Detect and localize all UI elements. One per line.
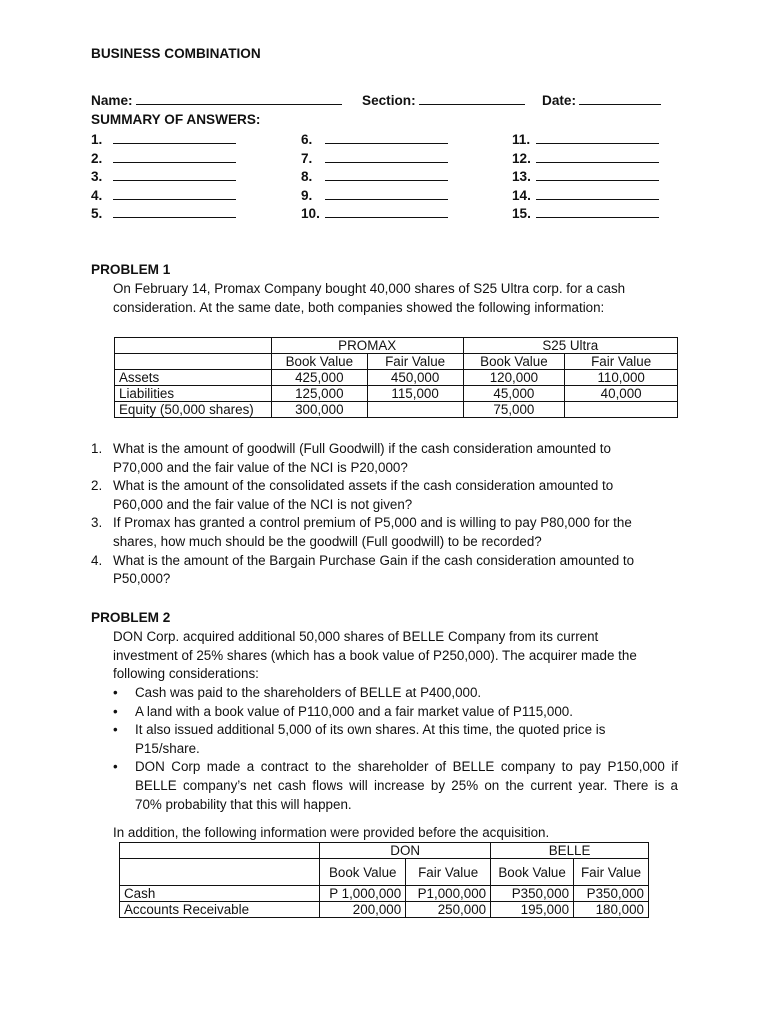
answer-number: 1. bbox=[91, 132, 103, 147]
answer-blank-line[interactable] bbox=[325, 149, 448, 163]
answer-number: 13. bbox=[512, 169, 531, 184]
answer-field[interactable] bbox=[301, 130, 448, 148]
summary-label: SUMMARY OF ANSWERS: bbox=[91, 112, 261, 127]
row-label: Liabilities bbox=[115, 386, 272, 402]
answer-number: 9. bbox=[301, 187, 313, 203]
table-cell: P 1,000,000 bbox=[320, 886, 406, 902]
question-text: P70,000 and the fair value of the NCI is P20,000? bbox=[113, 459, 408, 475]
table-header: Book Value bbox=[271, 354, 367, 370]
answer-field[interactable] bbox=[91, 204, 236, 222]
table-cell: P1,000,000 bbox=[406, 886, 491, 902]
table-header-company: DON bbox=[320, 843, 491, 859]
question-item bbox=[91, 440, 681, 477]
date-field[interactable] bbox=[542, 92, 661, 108]
answer-blank-line[interactable] bbox=[325, 130, 448, 144]
problem1-table bbox=[114, 337, 678, 418]
section-field[interactable] bbox=[362, 92, 525, 108]
answer-field[interactable] bbox=[512, 149, 659, 167]
answer-number: 8. bbox=[301, 169, 313, 184]
table-cell: 120,000 bbox=[463, 370, 565, 386]
table-cell bbox=[120, 859, 320, 886]
question-text: What is the amount of goodwill (Full Goodwill) if the cash consideration amounted to bbox=[113, 441, 611, 456]
table-header-company: PROMAX bbox=[271, 338, 463, 354]
bullet-icon: • bbox=[113, 722, 118, 738]
answer-blank-line[interactable] bbox=[536, 204, 659, 218]
question-item bbox=[91, 552, 681, 589]
row-label: Accounts Receivable bbox=[120, 902, 320, 918]
problem2-title: PROBLEM 2 bbox=[91, 610, 171, 625]
table-cell bbox=[367, 402, 463, 418]
table-header: Fair Value bbox=[406, 859, 491, 886]
problem1-intro-line: On February 14, Promax Company bought 40,000 shares of S25 Ultra corp. for a cash bbox=[113, 281, 626, 296]
bullet-icon: • bbox=[113, 759, 118, 775]
answer-blank-line[interactable] bbox=[113, 167, 236, 181]
name-label: Name: bbox=[91, 93, 133, 108]
problem1-intro-line: consideration. At the same date, both companies showed the following information: bbox=[113, 299, 605, 315]
answer-blank-line[interactable] bbox=[536, 130, 659, 144]
answer-number: 2. bbox=[91, 150, 103, 166]
table-cell: P350,000 bbox=[491, 886, 574, 902]
bullet-text: Cash was paid to the shareholders of BELLE at P400,000. bbox=[135, 685, 482, 700]
list-item bbox=[113, 721, 678, 758]
answer-number: 11. bbox=[512, 132, 531, 147]
question-text: P50,000? bbox=[113, 571, 171, 587]
name-field[interactable] bbox=[91, 92, 342, 108]
table-header: Fair Value bbox=[367, 354, 463, 370]
table-row bbox=[115, 386, 678, 402]
question-number: 4. bbox=[91, 552, 103, 568]
answer-number: 12. bbox=[512, 150, 531, 166]
answer-number: 3. bbox=[91, 169, 103, 184]
answer-number: 15. bbox=[512, 206, 531, 221]
question-item bbox=[91, 477, 681, 514]
answer-field[interactable] bbox=[512, 167, 659, 185]
table-cell: 45,000 bbox=[463, 386, 565, 402]
bullet-text: DON Corp made a contract to the shareholder of BELLE company to pay P150,000 if bbox=[135, 759, 678, 775]
answer-field[interactable] bbox=[91, 149, 236, 167]
answer-blank-line[interactable] bbox=[113, 149, 236, 163]
date-label: Date: bbox=[542, 93, 576, 108]
problem2-table bbox=[119, 842, 649, 918]
bullet-text: It also issued additional 5,000 of its own shares. At this time, the quoted price is bbox=[135, 722, 606, 738]
question-text: P60,000 and the fair value of the NCI is not given? bbox=[113, 496, 413, 512]
problem2-intro-line: following considerations: bbox=[113, 666, 259, 682]
table-row bbox=[120, 843, 649, 859]
bullet-text: 70% probability that this will happen. bbox=[135, 796, 352, 812]
problem1-intro bbox=[113, 280, 678, 317]
answer-field[interactable] bbox=[91, 186, 236, 204]
table-row bbox=[115, 402, 678, 418]
answer-number: 14. bbox=[512, 187, 531, 203]
table-cell: 450,000 bbox=[367, 370, 463, 386]
table-cell: 300,000 bbox=[271, 402, 367, 418]
table-header: Book Value bbox=[491, 859, 574, 886]
answer-field[interactable] bbox=[512, 130, 659, 148]
table-row bbox=[115, 338, 678, 354]
bullet-icon: • bbox=[113, 685, 118, 700]
question-text: What is the amount of the consolidated assets if the cash consideration amounted to bbox=[113, 478, 614, 494]
table-cell: 250,000 bbox=[406, 902, 491, 918]
table-cell: 40,000 bbox=[565, 386, 678, 402]
bullet-text: P15/share. bbox=[135, 740, 200, 756]
row-label: Assets bbox=[115, 370, 272, 386]
problem2-intro bbox=[113, 628, 683, 684]
answer-blank-line[interactable] bbox=[325, 167, 448, 181]
answer-field[interactable] bbox=[512, 204, 659, 222]
answer-field[interactable] bbox=[301, 167, 448, 185]
question-number: 2. bbox=[91, 478, 103, 494]
table-header-company: S25 Ultra bbox=[463, 338, 677, 354]
table-row bbox=[115, 354, 678, 370]
answer-number: 10. bbox=[301, 206, 320, 221]
table-cell: 110,000 bbox=[565, 370, 678, 386]
problem1-title: PROBLEM 1 bbox=[91, 262, 171, 277]
answer-blank-line[interactable] bbox=[536, 186, 659, 200]
list-item bbox=[113, 703, 678, 722]
table-header: Fair Value bbox=[565, 354, 678, 370]
problem2-bullets bbox=[113, 684, 678, 814]
row-label: Cash bbox=[120, 886, 320, 902]
row-label: Equity (50,000 shares) bbox=[115, 402, 272, 418]
answer-number: 6. bbox=[301, 132, 313, 147]
table-cell: 125,000 bbox=[271, 386, 367, 402]
table-header: Book Value bbox=[320, 859, 406, 886]
table-row bbox=[120, 902, 649, 918]
problem2-intro-line: DON Corp. acquired additional 50,000 shares of BELLE Company from its current bbox=[113, 629, 599, 644]
problem2-intro-line: investment of 25% shares (which has a book value of P250,000). The acquirer made the bbox=[113, 647, 637, 663]
table-cell: 195,000 bbox=[491, 902, 574, 918]
table-cell: P350,000 bbox=[574, 886, 649, 902]
table-cell bbox=[565, 402, 678, 418]
bullet-icon: • bbox=[113, 703, 118, 719]
answer-blank-line[interactable] bbox=[536, 167, 659, 181]
table-header: Fair Value bbox=[574, 859, 649, 886]
list-item bbox=[113, 758, 678, 814]
answer-number: 5. bbox=[91, 206, 103, 221]
answer-blank-line[interactable] bbox=[536, 149, 659, 163]
answer-field[interactable] bbox=[512, 186, 659, 204]
question-number: 3. bbox=[91, 515, 103, 531]
table-cell bbox=[115, 354, 272, 370]
answer-blank-line[interactable] bbox=[113, 204, 236, 218]
answer-field[interactable] bbox=[301, 186, 448, 204]
question-text: What is the amount of the Bargain Purchase Gain if the cash consideration amounted to bbox=[113, 552, 635, 568]
answer-blank-line[interactable] bbox=[113, 186, 236, 200]
answer-number: 4. bbox=[91, 187, 103, 203]
table-cell bbox=[120, 843, 320, 859]
bullet-text: BELLE company’s net cash flows will increase by 25% on the current year. There is a bbox=[135, 777, 678, 793]
table-cell bbox=[115, 338, 272, 354]
problem2-addition: In addition, the following information were provided before the acquisition. bbox=[113, 825, 550, 840]
table-header: Book Value bbox=[463, 354, 565, 370]
answer-field[interactable] bbox=[91, 130, 236, 148]
table-cell: 200,000 bbox=[320, 902, 406, 918]
answer-field[interactable] bbox=[301, 204, 448, 222]
bullet-text: A land with a book value of P110,000 and a fair market value of P115,000. bbox=[135, 703, 573, 719]
answer-number: 7. bbox=[301, 150, 313, 166]
answer-blank-line[interactable] bbox=[325, 186, 448, 200]
question-item bbox=[91, 514, 681, 551]
table-row bbox=[120, 886, 649, 902]
answer-field[interactable] bbox=[301, 149, 448, 167]
question-number: 1. bbox=[91, 441, 103, 456]
document-title: BUSINESS COMBINATION bbox=[91, 46, 261, 61]
list-item bbox=[113, 684, 678, 703]
table-row bbox=[120, 859, 649, 886]
answer-field[interactable] bbox=[91, 167, 236, 185]
table-cell: 425,000 bbox=[271, 370, 367, 386]
question-text: If Promax has granted a control premium of P5,000 and is willing to pay P80,000 for the bbox=[113, 515, 632, 531]
table-cell: 75,000 bbox=[463, 402, 565, 418]
table-cell: 115,000 bbox=[367, 386, 463, 402]
section-label: Section: bbox=[362, 93, 416, 108]
table-cell: 180,000 bbox=[574, 902, 649, 918]
table-row bbox=[115, 370, 678, 386]
answer-blank-line[interactable] bbox=[325, 204, 448, 218]
answer-blank-line[interactable] bbox=[113, 130, 236, 144]
problem1-questions bbox=[91, 440, 681, 589]
table-header-company: BELLE bbox=[491, 843, 649, 859]
question-text: shares, how much should be the goodwill (Full goodwill) to be recorded? bbox=[113, 533, 542, 549]
